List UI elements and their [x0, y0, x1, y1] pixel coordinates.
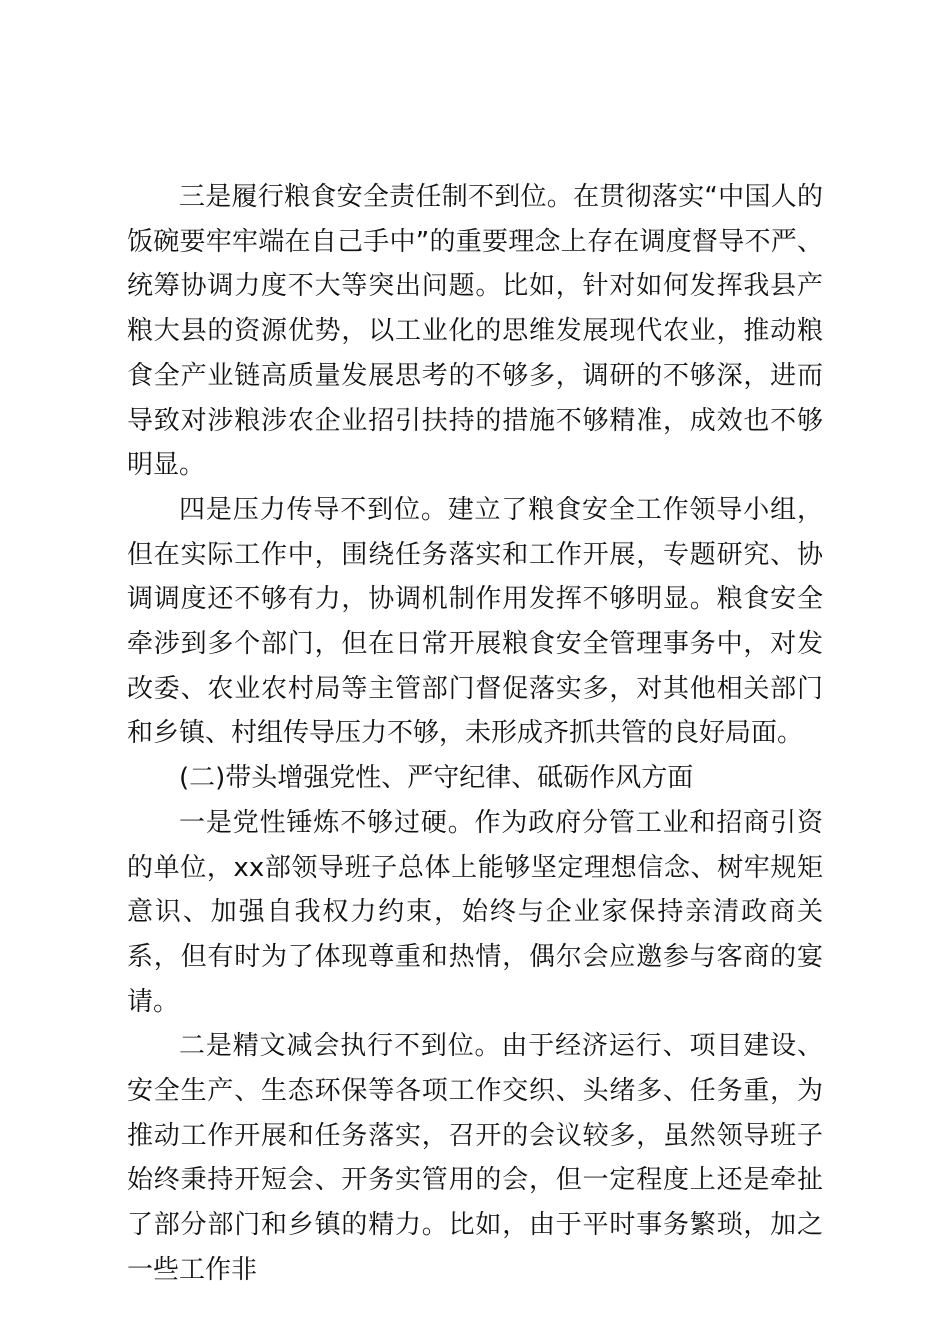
paragraph-streamline-meetings: 二是精文减会执行不到位。由于经济运行、项目建设、安全生产、生态环保等各项工作交织、头绪多、任务重，为推动工作开展和任务落实，召开的会议较多，虽然领导班子始终秉持开短会、开务实管用的会，但一定程度上还是牵扯了部分部门和乡镇的精力。比如，由于平时事务繁琐，加之一些工作非: [127, 1031, 823, 1285]
section-heading-party-discipline: (二)带头增强党性、严守纪律、砥砺作风方面: [179, 763, 694, 794]
paragraph-party-spirit: 一是党性锤炼不够过硬。作为政府分管工业和招商引资的单位，xx部领导班子总体上能够坚定理想信念、树牢规矩意识、加强自我权力约束，始终与企业家保持亲清政商关系，但有时为了体现尊重和热情，偶尔会应邀参与客商的宴请。: [127, 807, 823, 1017]
paragraph-food-security-responsibility: 三是履行粮食安全责任制不到位。在贯彻落实“中国人的饭碗要牢牢端在自己手中”的重要理念上存在调度督导不严、统筹协调力度不大等突出问题。比如，针对如何发挥我县产粮大县的资源优势，以工业化的思维发展现代农业，推动粮食全产业链高质量发展思考的不够多，调研的不够深，进而导致对涉粮涉农企业招引扶持的措施不够精准，成效也不够明显。: [127, 182, 823, 481]
paragraph-pressure-transmission: 四是压力传导不到位。建立了粮食安全工作领导小组，但在实际工作中，围绕任务落实和工作开展，专题研究、协调调度还不够有力，协调机制作用发挥不够明显。粮食安全牵涉到多个部门，但在日常开展粮食安全管理事务中，对发改委、农业农村局等主管部门督促落实多，对其他相关部门和乡镇、村组传导压力不够，未形成齐抓共管的良好局面。: [127, 494, 823, 749]
document-body: [127, 175, 823, 1293]
